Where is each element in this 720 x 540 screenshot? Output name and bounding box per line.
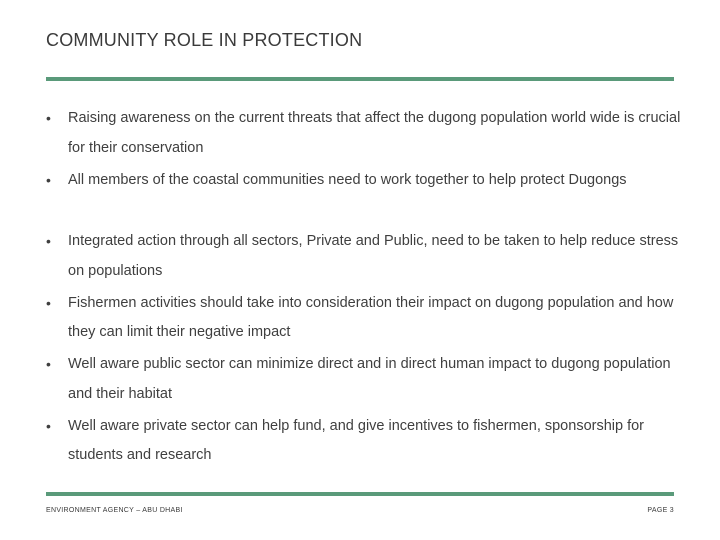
bullet-icon: •: [46, 356, 51, 373]
bullet-item-3: [46, 227, 686, 286]
page-number: PAGE 3: [647, 507, 674, 514]
bullet-text: Raising awareness on the current threats that affect the dugong population world wide is crucial for their conservation: [68, 110, 681, 156]
bullet-icon: •: [46, 110, 51, 126]
title-divider: [46, 77, 674, 81]
bullet-item-5: [46, 350, 686, 409]
bullet-text: Well aware private sector can help fund, and give incentives to fishermen, sponsorship for students and research: [68, 417, 645, 464]
bullet-text: Fishermen activities should take into consideration their impact on dugong population and how they can limit their negative impact: [68, 294, 674, 341]
bullet-icon: •: [46, 417, 51, 434]
bullet-text: Well aware public sector can minimize direct and in direct human impact to dugong population and their habitat: [68, 356, 671, 402]
bullet-item-6: [46, 412, 686, 471]
bullet-item-2: [46, 166, 686, 225]
footer-organization: ENVIRONMENT AGENCY – ABU DHABI: [46, 507, 183, 514]
bullet-text: All members of the coastal communities need to work together to help protect Dugongs: [68, 171, 627, 188]
bullet-text: Integrated action through all sectors, Private and Public, need to be taken to help reduce stress on populations: [68, 233, 679, 279]
bullet-icon: •: [46, 171, 51, 188]
bullet-item-4: [46, 289, 686, 348]
bullet-icon: •: [46, 294, 51, 311]
bullet-icon: •: [46, 233, 51, 250]
footer-divider: [46, 492, 674, 496]
slide-title: COMMUNITY ROLE IN PROTECTION: [46, 30, 363, 50]
bullet-item-1: [46, 104, 686, 163]
bullet-list: [46, 104, 686, 474]
